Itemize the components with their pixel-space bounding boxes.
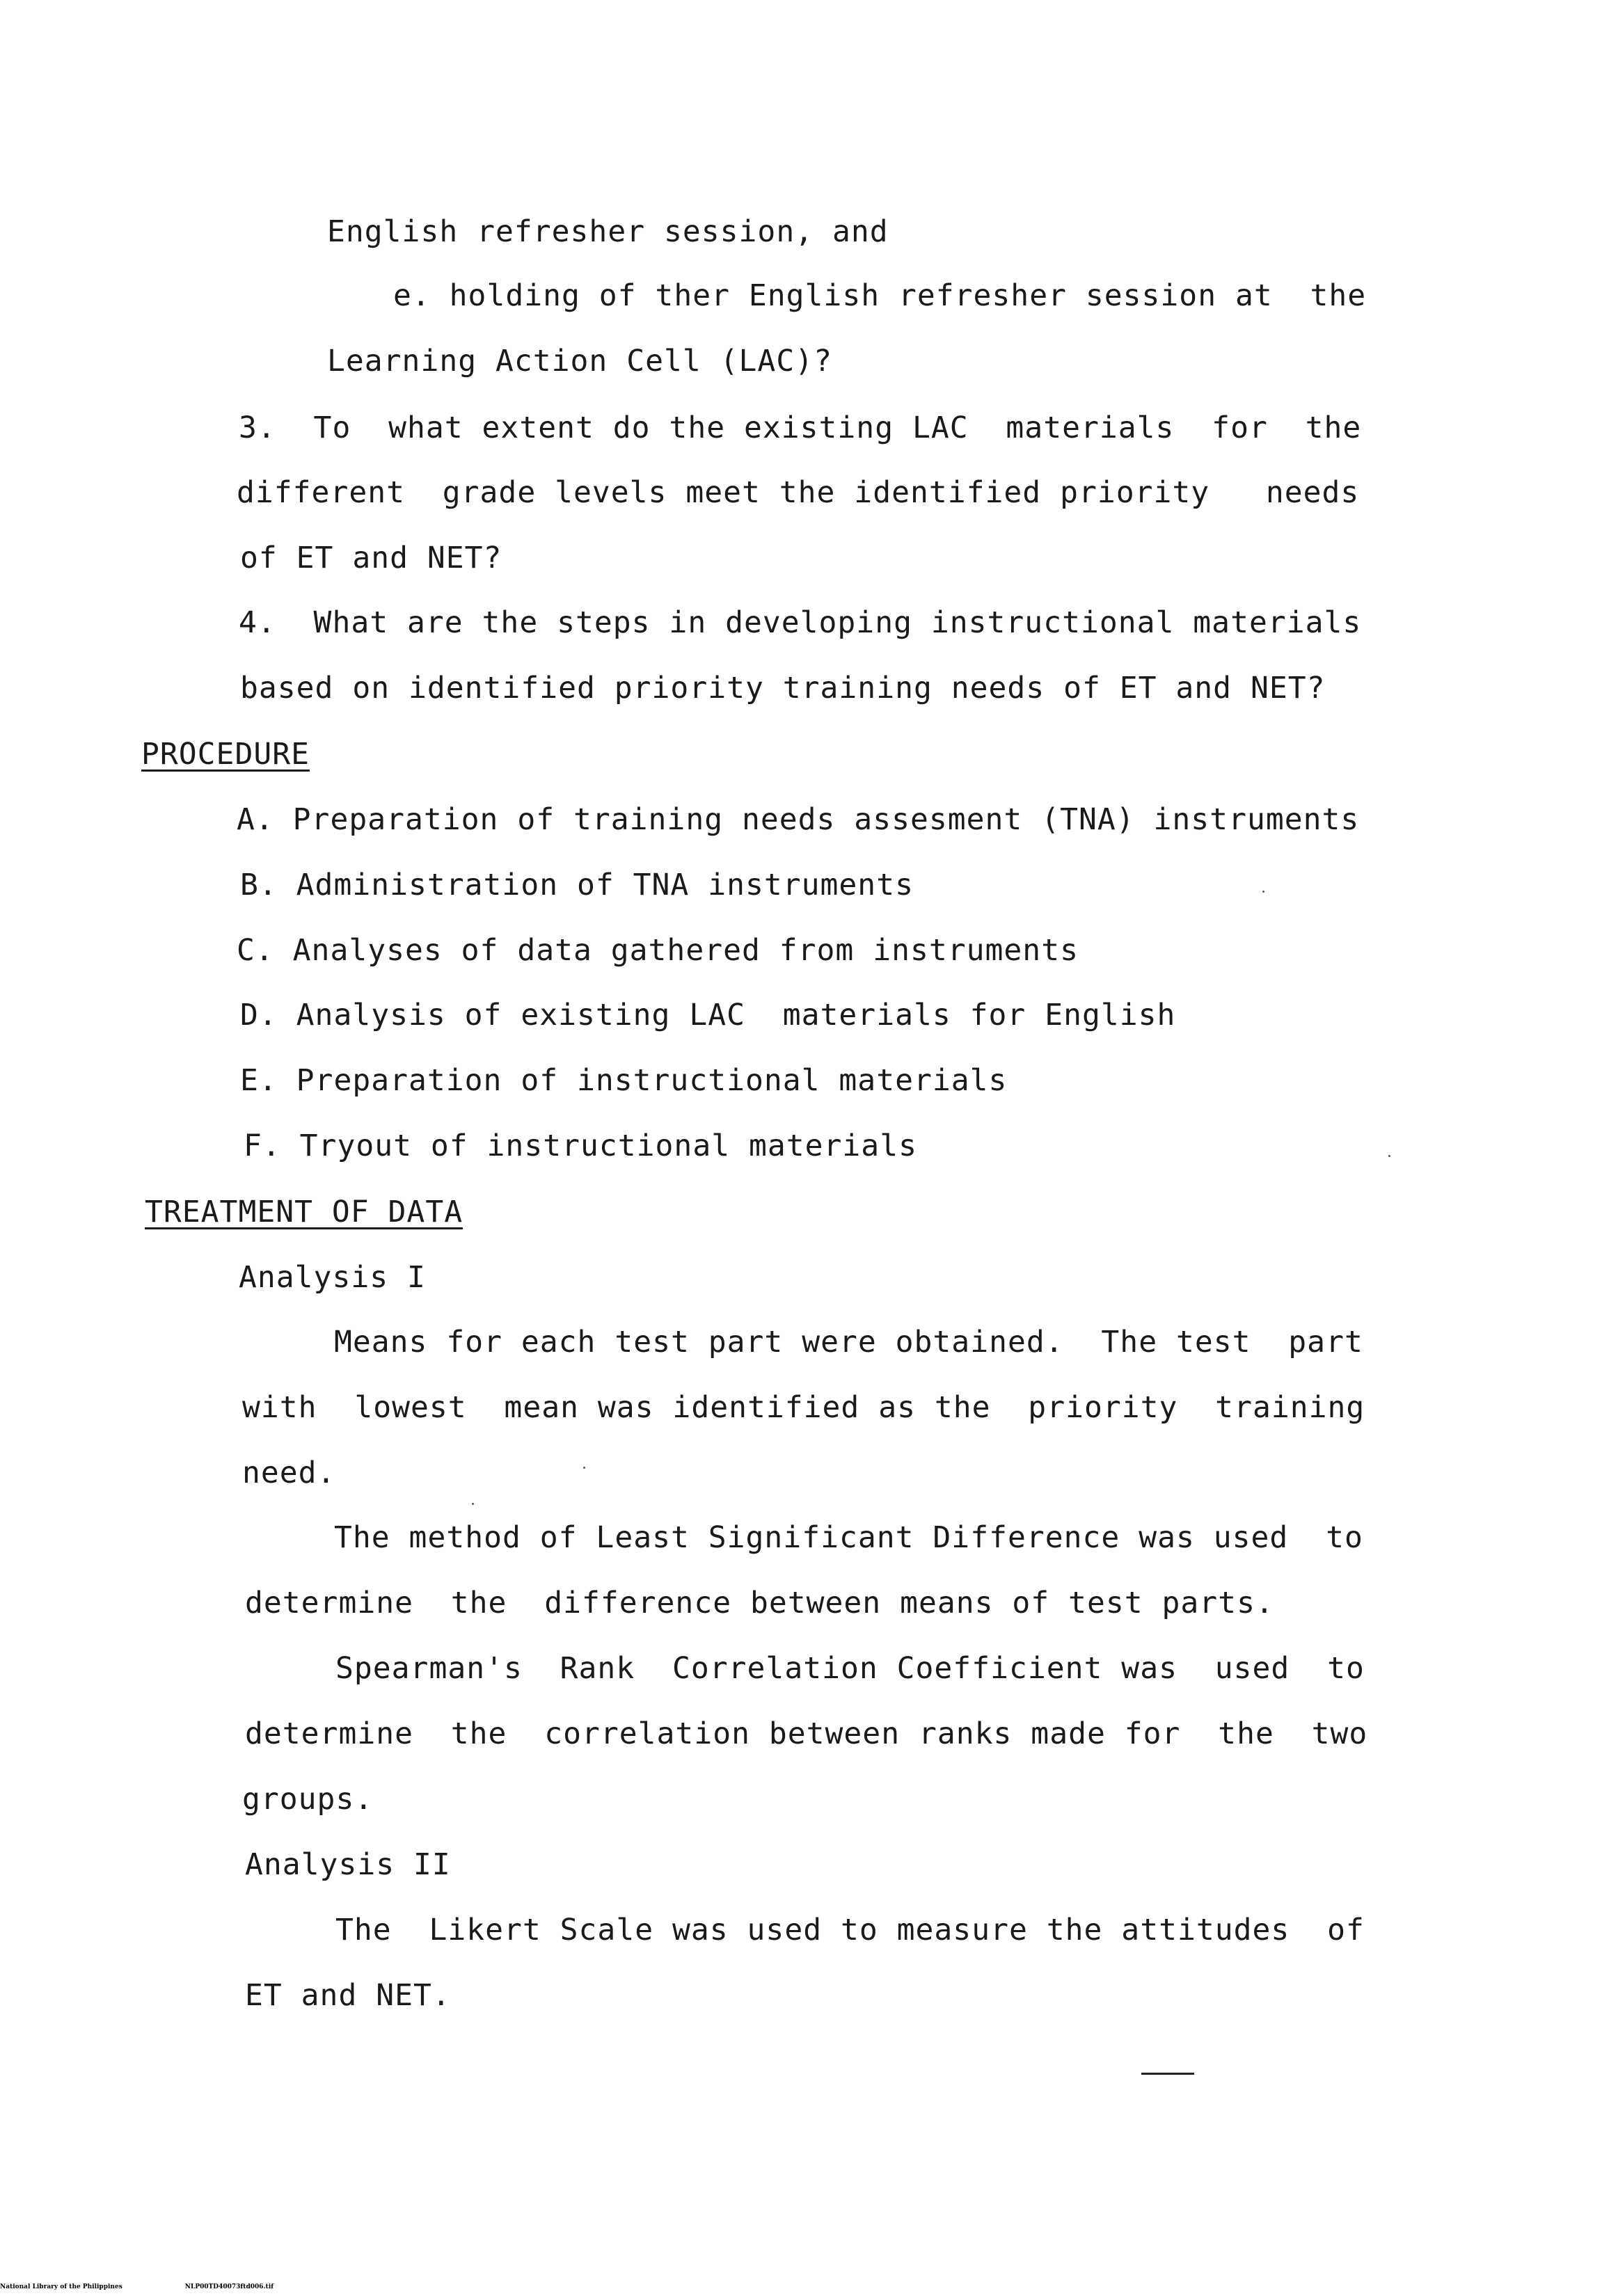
scan-speck: [1262, 891, 1264, 893]
procedure-step: F. Tryout of instructional materials: [244, 1129, 917, 1163]
analysis-text-line: ET and NET.: [245, 1978, 451, 2013]
analysis-text-line: need.: [242, 1456, 336, 1490]
text-line: English refresher session, and: [327, 214, 889, 249]
procedure-step: A. Preparation of training needs assesment (TNA) instruments: [237, 802, 1360, 837]
procedure-step: D. Analysis of existing LAC materials for English: [240, 998, 1176, 1033]
scan-speck: [1388, 1155, 1390, 1157]
analysis-2-title: Analysis II: [245, 1847, 451, 1882]
text-line: e. holding of ther English refresher session at the: [393, 278, 1367, 313]
scan-speck: [472, 1503, 474, 1505]
text-line: based on identified priority training needs of ET and NET?: [240, 671, 1326, 705]
analysis-text-line: Means for each test part were obtained. The test part: [334, 1325, 1363, 1360]
footer-file-id: NLP00TD40073ftd006.tif: [184, 2283, 274, 2290]
scan-footer: [0, 2283, 336, 2290]
analysis-text-line: determine the correlation between ranks made for the two: [245, 1716, 1368, 1751]
analysis-text-line: Spearman's Rank Correlation Coefficient was used to: [335, 1651, 1365, 1686]
question-4: 4. What are the steps in developing instructional materials: [239, 605, 1362, 640]
footer-library: National Library of the Philippines: [0, 2283, 122, 2290]
procedure-step: B. Administration of TNA instruments: [240, 868, 914, 902]
end-dash: [1141, 2073, 1194, 2075]
question-3: 3. To what extent do the existing LAC materials for the: [239, 410, 1362, 445]
procedure-step: E. Preparation of instructional materials: [240, 1063, 1008, 1098]
analysis-text-line: with lowest mean was identified as the priority training: [242, 1390, 1365, 1425]
analysis-text-line: The Likert Scale was used to measure the attitudes of: [335, 1913, 1365, 1947]
procedure-heading: PROCEDURE: [141, 737, 310, 772]
analysis-text-line: The method of Least Significant Difference was used to: [334, 1520, 1363, 1555]
treatment-heading: TREATMENT OF DATA: [145, 1195, 463, 1229]
text-line: different grade levels meet the identified priority needs: [237, 475, 1360, 510]
analysis-text-line: determine the difference between means of test parts.: [245, 1586, 1274, 1620]
procedure-step: C. Analyses of data gathered from instruments: [237, 933, 1079, 968]
analysis-1-title: Analysis I: [239, 1260, 426, 1295]
text-line: of ET and NET?: [240, 541, 502, 575]
scan-speck: [583, 1467, 585, 1469]
analysis-text-line: groups.: [242, 1782, 374, 1817]
text-line: Learning Action Cell (LAC)?: [327, 344, 832, 378]
